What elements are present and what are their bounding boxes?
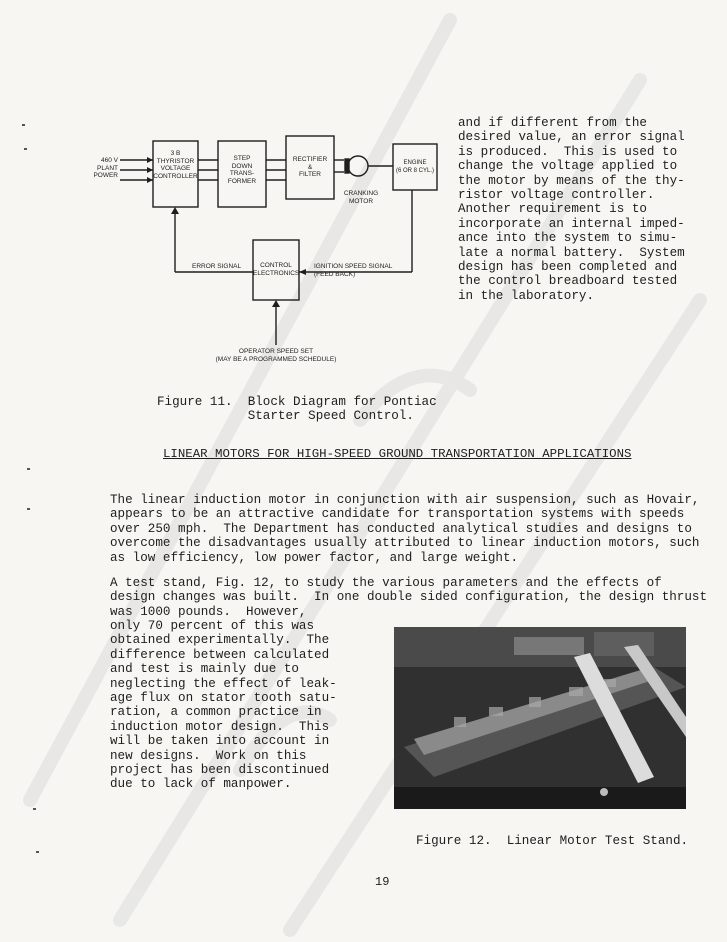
error-signal-label: ERROR SIGNAL [192, 263, 242, 270]
test-stand-photo [394, 627, 686, 809]
scan-mark [33, 808, 36, 810]
ignition-signal-label: IGNITION SPEED SIGNAL (FEED BACK) [314, 263, 393, 278]
control-label: CONTROL ELECTRONICS [253, 262, 300, 277]
thyristor-label: 3 Β THYRISTOR VOLTAGE CONTROLLER [153, 150, 198, 180]
right-column-text: and if different from the desired value, an error signal is produced. This is used to change the voltage applied to the motor by means of the thy- ristor voltage controller. Another requirement is to incorporate an internal imped- ance into the system to simu- late a normal battery. System design has been completed and the control breadboard tested in the laboratory. [458, 116, 685, 303]
operator-set-label: OPERATOR SPEED SET (MAY BE A PROGRAMMED SCHEDULE) [215, 348, 337, 363]
scan-mark [22, 124, 25, 126]
paragraph-1: The linear induction motor in conjunction with air suspension, such as Hovair, appears to be an attractive candidate for transportation systems with speeds over 250 mph. The Department has conducted analytical studies and designs to overcome the disadvantages usually attributed to linear induction motors, such as low efficiency, low power factor, and large weight. [110, 493, 700, 565]
transformer-label: STEP DOWN TRANS- FORMER [227, 155, 257, 185]
test-stand-image [394, 627, 686, 809]
engine-label: ENGINE (6 OR 8 CYL.) [395, 160, 434, 174]
input-power-label: 460 V PLANT POWER [93, 157, 118, 179]
cranking-motor-symbol [348, 156, 368, 176]
section-heading: LINEAR MOTORS FOR HIGH-SPEED GROUND TRANSPORTATION APPLICATIONS [163, 447, 632, 461]
figure11-caption: Figure 11. Block Diagram for Pontiac Starter Speed Control. [157, 395, 437, 424]
scan-mark [24, 148, 27, 150]
page-number: 19 [375, 875, 390, 889]
paragraph-2-full: A test stand, Fig. 12, to study the various parameters and the effects of design changes was built. In one double sided configuration, the design thrust was 1000 pounds. However, [110, 576, 708, 619]
rectifier-label: RECTIFIER & FILTER [292, 156, 328, 178]
figure12-caption: Figure 12. Linear Motor Test Stand. [416, 834, 689, 848]
scan-mark [27, 508, 30, 510]
scan-mark [27, 468, 30, 470]
paragraph-2-narrow: only 70 percent of this was obtained experimentally. The difference between calculated and test is mainly due to neglecting the effect of leak- age flux on stator tooth satu- ration, a common practice in induction motor design. This will be taken into account in new designs. Work on this project has been discontinued due to lack of manpower. [110, 619, 337, 792]
scan-mark [36, 851, 39, 853]
cranking-motor-label: CRANKING MOTOR [343, 190, 379, 205]
